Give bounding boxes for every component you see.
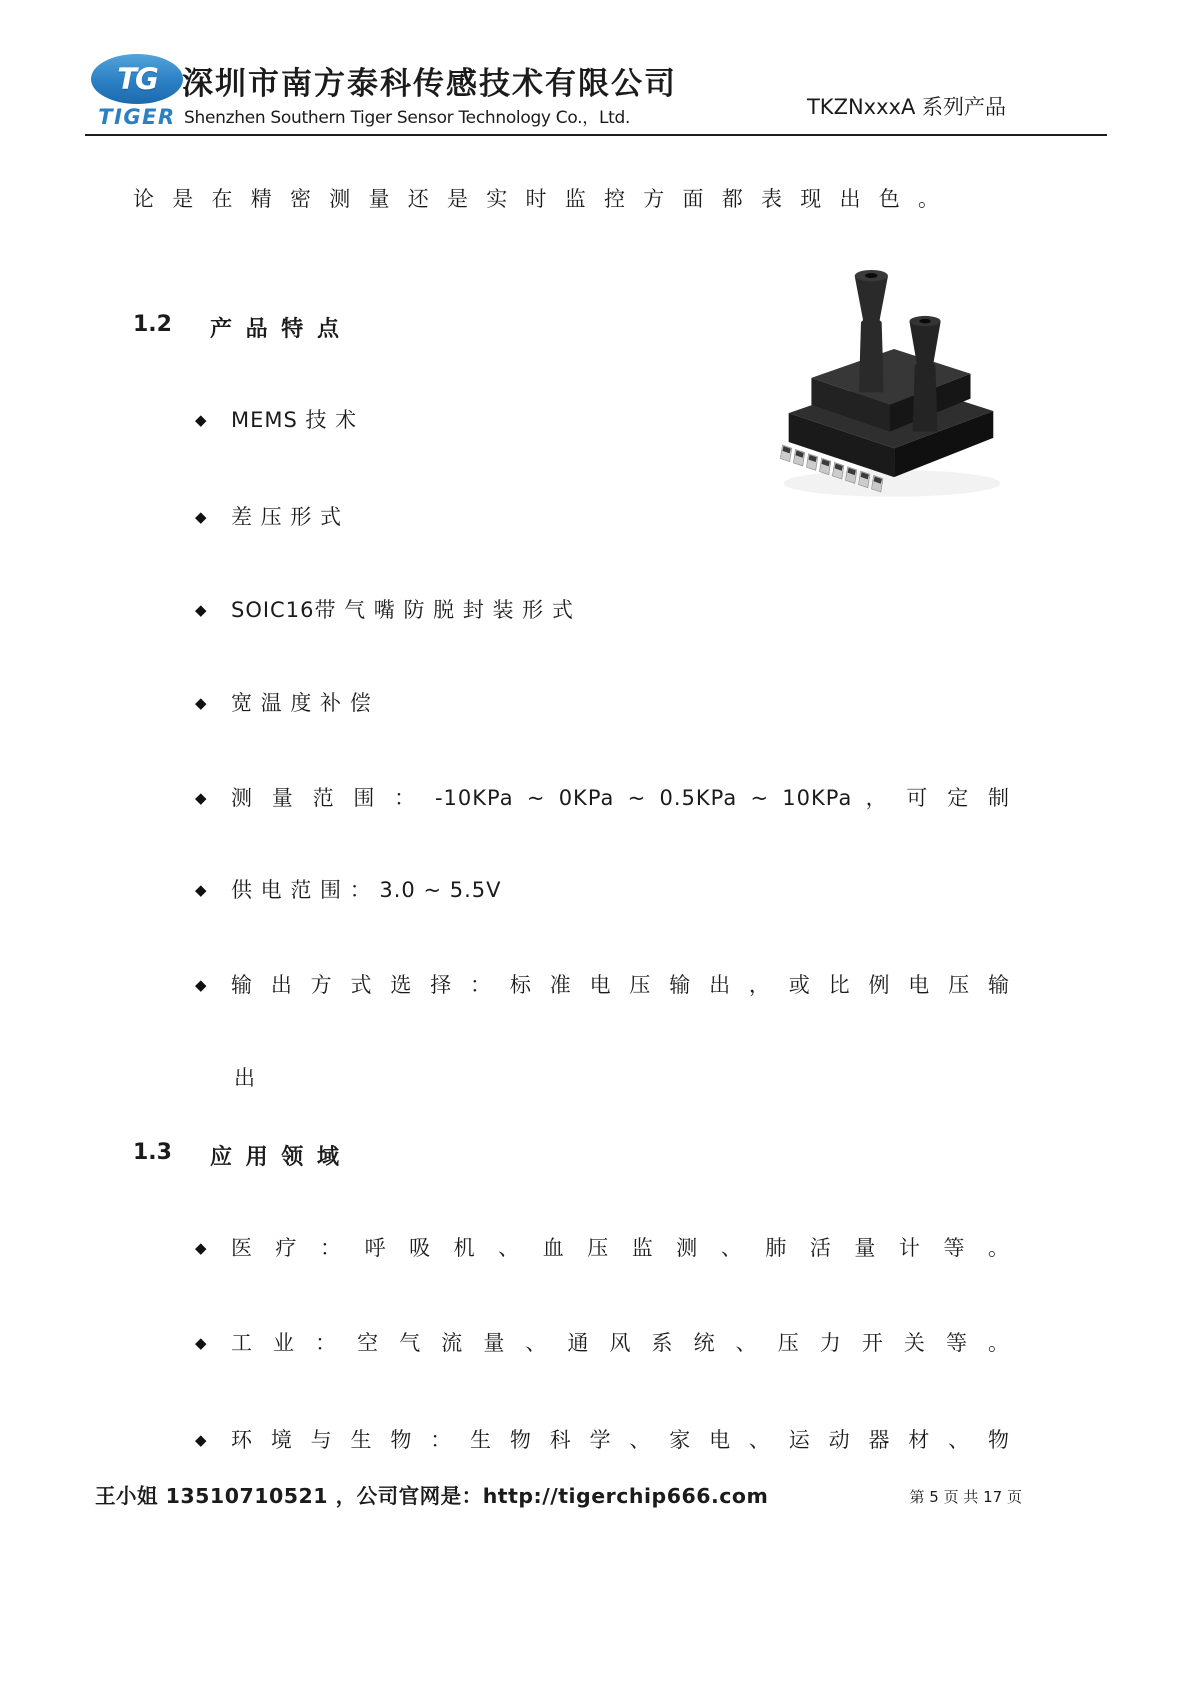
diamond-bullet-icon: ◆ (195, 601, 207, 619)
pressure-sensor-illustration (766, 256, 1018, 504)
company-logo (86, 54, 188, 129)
feature-text: 输 出 方 式 选 择 ： 标 准 电 压 输 出 ， 或 比 例 电 压 输 (231, 973, 1010, 997)
website-link[interactable]: http://tigerchip666.com (482, 1484, 769, 1508)
feature-text-continuation: 出 (234, 1066, 256, 1090)
feature-item (195, 688, 1010, 718)
application-text: 环 境 与 生 物 ： 生 物 科 学 、 家 电 、 运 动 器 材 、 物 (231, 1428, 1010, 1452)
feature-text: 宽 温 度 补 偿 (231, 691, 372, 715)
page-number: 第 5 页 共 17 页 (909, 1488, 1022, 1506)
tiger-logo-icon (91, 54, 183, 104)
product-series-label: TKZNxxxA 系列产品 (806, 95, 1006, 119)
intro-paragraph: 论 是 在 精 密 测 量 还 是 实 时 监 控 方 面 都 表 现 出 色 。 (133, 187, 939, 211)
feature-text: SOIC16带 气 嘴 防 脱 封 装 形 式 (231, 598, 574, 622)
diamond-bullet-icon: ◆ (195, 1334, 207, 1352)
footer-contact (95, 1479, 768, 1509)
feature-text: 差 压 形 式 (231, 505, 343, 529)
section-number: 1.3 (133, 1140, 172, 1165)
application-text: 医 疗 ： 呼 吸 机 、 血 压 监 测 、 肺 活 量 计 等 。 (231, 1236, 1010, 1260)
feature-item (195, 405, 1010, 435)
diamond-bullet-icon: ◆ (195, 694, 207, 712)
diamond-bullet-icon: ◆ (195, 1239, 207, 1257)
section-title: 应 用 领 域 (209, 1145, 342, 1170)
logo-monogram: TG (117, 62, 157, 96)
diamond-bullet-icon: ◆ (195, 411, 207, 429)
feature-item (195, 502, 1010, 532)
application-item (195, 1233, 1010, 1263)
company-name-english: Shenzhen Southern Tiger Sensor Technology Co.，Ltd. (184, 108, 631, 128)
diamond-bullet-icon: ◆ (195, 881, 207, 899)
diamond-bullet-icon: ◆ (195, 1431, 207, 1449)
header-divider (85, 134, 1107, 136)
section-title: 产 品 特 点 (209, 317, 342, 342)
feature-text: 供 电 范 围 ： 3.0 ~ 5.5V (231, 878, 502, 902)
feature-text: MEMS 技 术 (231, 408, 358, 432)
section-heading-features (133, 312, 342, 343)
feature-item (195, 595, 1010, 625)
application-item (195, 1328, 1010, 1358)
application-item (195, 1425, 1010, 1455)
diamond-bullet-icon: ◆ (195, 976, 207, 994)
feature-item (195, 875, 1010, 905)
section-heading-applications (133, 1140, 342, 1171)
feature-item (195, 970, 1010, 1000)
application-text: 工 业 ： 空 气 流 量 、 通 风 系 统 、 压 力 开 关 等 。 (231, 1331, 1010, 1355)
company-name-chinese: 深圳市南方泰科传感技术有限公司 (182, 66, 677, 102)
contact-text: 王小姐 13510710521 ，公司官网是： (95, 1484, 483, 1508)
diamond-bullet-icon: ◆ (195, 508, 207, 526)
section-number: 1.2 (133, 312, 172, 337)
diamond-bullet-icon: ◆ (195, 789, 207, 807)
pressure-sensor-photo (766, 256, 1018, 504)
feature-text: 测 量 范 围 ： -10KPa ~ 0KPa ~ 0.5KPa ~ 10KPa ， 可 定 制 (231, 786, 1010, 810)
logo-wordmark: TIGER (98, 105, 176, 129)
feature-item (195, 783, 1010, 813)
